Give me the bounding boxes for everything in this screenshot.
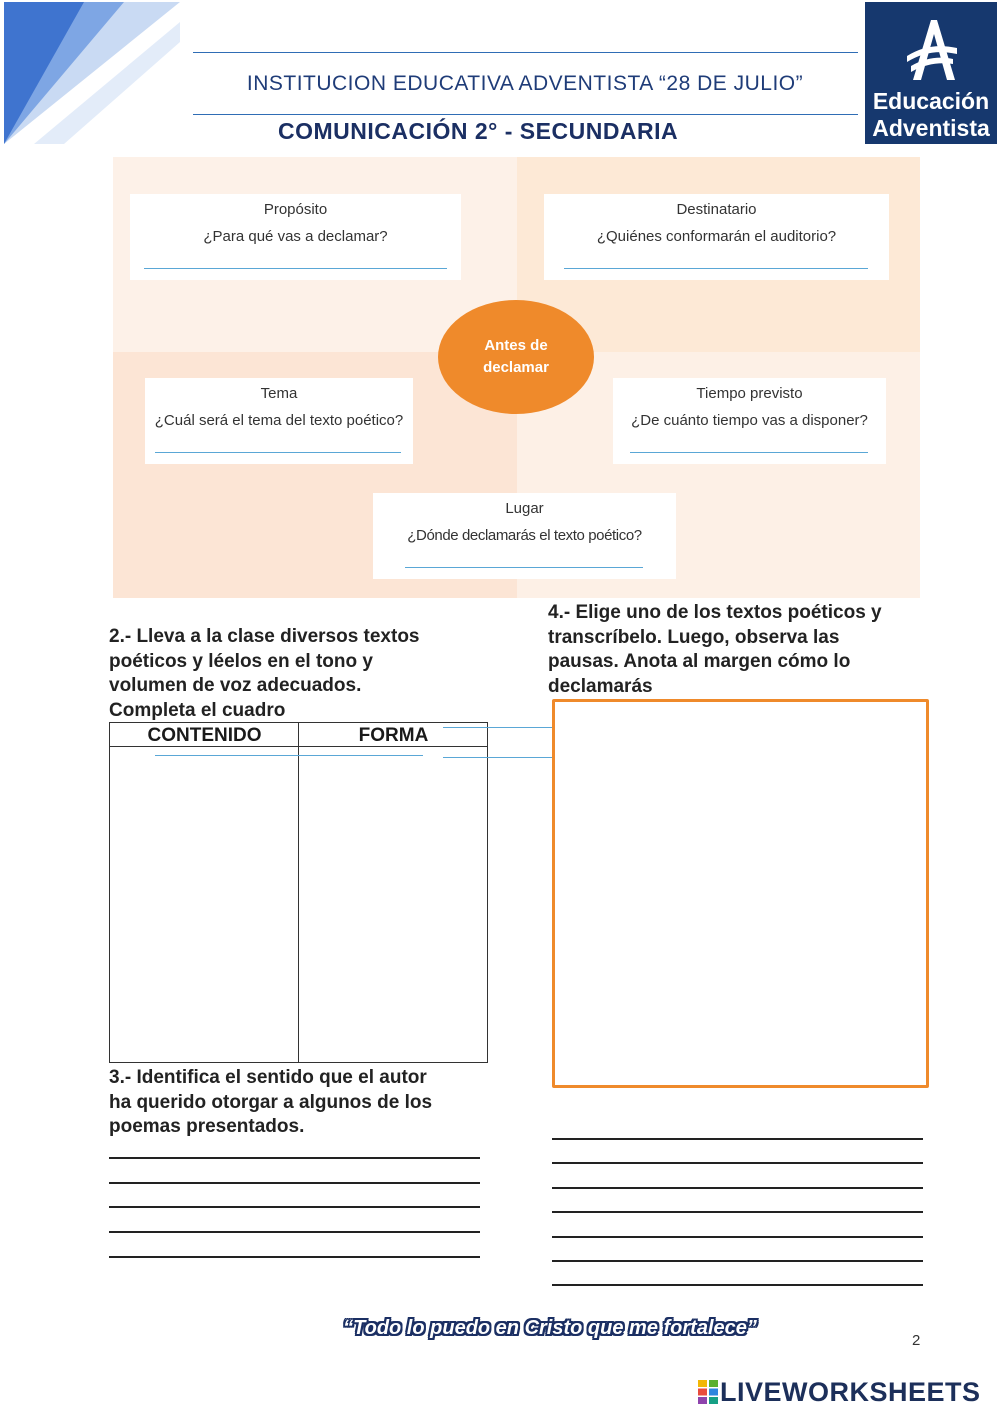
stray-answer-line [443, 727, 552, 728]
answer-line[interactable] [109, 1182, 480, 1184]
page-number: 2 [912, 1332, 921, 1349]
tiempo-question: ¿De cuánto tiempo vas a disponer? [631, 412, 868, 429]
tema-answer-line[interactable] [155, 452, 401, 453]
school-logo [865, 2, 997, 144]
contenido-answer-line [155, 755, 423, 756]
activity-2-line: Completa el cuadro [109, 699, 286, 721]
center-text-line1: Antes de [484, 337, 548, 354]
tiempo-title: Tiempo previsto [696, 385, 803, 402]
activity-4-line: pausas. Anota al margen cómo lo [548, 651, 851, 672]
activity-2-instructions [109, 625, 509, 723]
motto: “Todo lo puedo en Cristo que me fortalece” [343, 1317, 757, 1339]
card-tiempo-previsto [613, 378, 886, 464]
header-contenido: CONTENIDO [147, 725, 262, 746]
activity-3-line: poemas presentados. [109, 1116, 305, 1137]
subject-title: COMUNICACIÓN 2° - SECUNDARIA [278, 118, 679, 144]
poem-transcription-box[interactable] [552, 699, 929, 1088]
answer-line[interactable] [552, 1236, 923, 1238]
activity-4-line: declamarás [548, 675, 653, 697]
center-text-line2: declamar [483, 359, 549, 376]
activity-4-line: transcríbelo. Luego, observa las [548, 626, 840, 648]
activity-3-instructions [109, 1066, 509, 1140]
brand-text: LIVEWORKSHEETS [720, 1377, 981, 1407]
answer-line[interactable] [552, 1162, 923, 1164]
answer-line[interactable] [552, 1260, 923, 1262]
activity-2-line: 2.- Lleva a la clase diversos textos [109, 626, 420, 647]
destinatario-title: Destinatario [676, 201, 757, 218]
header-forma: FORMA [358, 725, 429, 746]
answer-line[interactable] [109, 1157, 480, 1159]
contenido-cell[interactable] [110, 748, 297, 1062]
header-rule-top [193, 52, 858, 53]
liveworksheets-brand [698, 1377, 981, 1408]
forma-answer-line [443, 757, 552, 758]
activity-3-line: 3.- Identifica el sentido que el autor [109, 1067, 427, 1088]
answer-line[interactable] [109, 1206, 480, 1208]
logo-text-line1: Educación [872, 88, 990, 114]
proposito-question: ¿Para qué vas a declamar? [203, 228, 388, 245]
lugar-answer-line[interactable] [405, 567, 643, 568]
activity-2-line: poéticos y léelos en el tono y [109, 650, 373, 672]
center-oval [438, 300, 594, 414]
activity-4-line: 4.- Elige uno de los textos poéticos y [548, 602, 882, 623]
answer-line[interactable] [552, 1284, 923, 1286]
adventist-logo-icon [903, 16, 959, 82]
liveworksheets-icon [698, 1380, 718, 1404]
card-tema [145, 378, 413, 464]
school-name: INSTITUCION EDUCATIVA ADVENTISTA “28 DE JULIO” [246, 72, 804, 95]
answer-line[interactable] [109, 1256, 480, 1258]
answer-line[interactable] [552, 1187, 923, 1189]
tiempo-answer-line[interactable] [630, 452, 868, 453]
forma-cell[interactable] [299, 748, 487, 1062]
corner-decoration [4, 2, 180, 144]
tema-question: ¿Cuál será el tema del texto poético? [154, 412, 404, 429]
activity-4-instructions [548, 601, 948, 699]
activity-2-line: volumen de voz adecuados. [109, 675, 362, 696]
card-destinatario [544, 194, 889, 280]
logo-text-line2: Adventista [872, 115, 990, 141]
answer-line[interactable] [552, 1138, 923, 1140]
lugar-question: ¿Dónde declamarás el texto poético? [407, 527, 642, 544]
card-lugar [373, 493, 676, 579]
proposito-answer-line[interactable] [144, 268, 447, 269]
destinatario-answer-line[interactable] [564, 268, 868, 269]
activity-3-line: ha querido otorgar a algunos de los [109, 1091, 433, 1113]
tema-title: Tema [260, 385, 298, 402]
card-proposito [130, 194, 461, 280]
answer-line[interactable] [109, 1231, 480, 1233]
destinatario-question: ¿Quiénes conformarán el auditorio? [596, 228, 837, 245]
answer-line[interactable] [552, 1211, 923, 1213]
proposito-title: Propósito [263, 201, 328, 218]
header-rule-bottom [193, 114, 858, 115]
lugar-title: Lugar [505, 500, 544, 517]
